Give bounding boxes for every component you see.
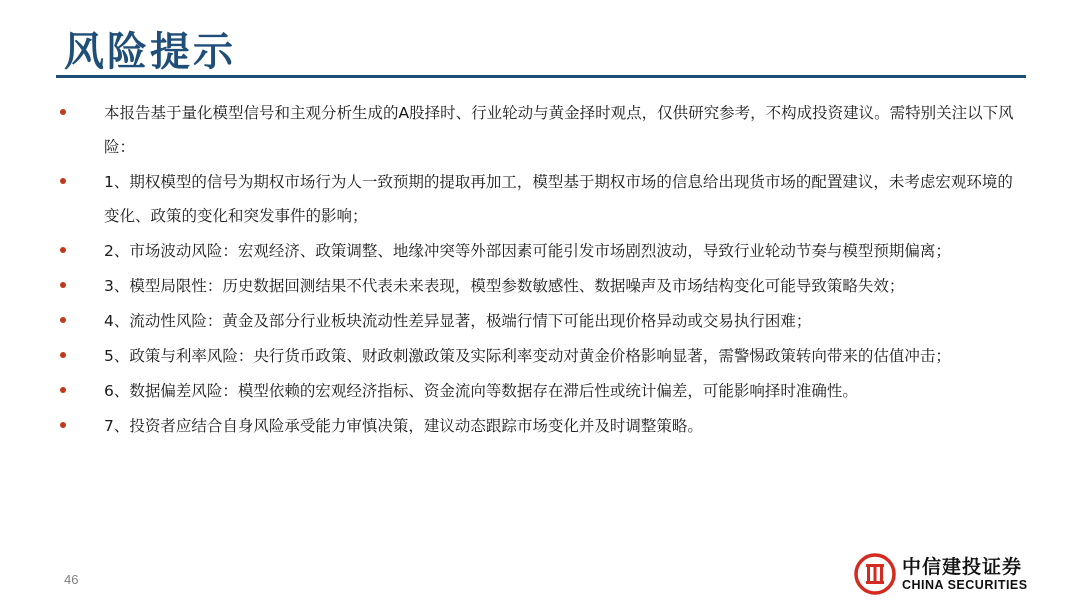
bullet-item xyxy=(60,269,1020,303)
bullet-text: 本报告基于量化模型信号和主观分析生成的A股择时、行业轮动与黄金择时观点，仅供研究参考，不构成投资建议。需特别关注以下风险： xyxy=(104,104,1014,156)
china-securities-logo-icon xyxy=(854,553,896,595)
bullet-item xyxy=(60,165,1020,233)
bullet-text: 5、政策与利率风险：央行货币政策、财政刺激政策及实际利率变动对黄金价格影响显著，需警惕政策转向带来的估值冲击； xyxy=(104,347,951,365)
bullet-item xyxy=(60,409,1020,443)
page-title: 风险提示 xyxy=(64,29,236,75)
bullet-item xyxy=(60,96,1020,164)
bullet-item xyxy=(60,234,1020,268)
title-divider xyxy=(56,75,1026,78)
bullet-dot-icon xyxy=(60,178,66,184)
bullet-dot-icon xyxy=(60,282,66,288)
bullet-text: 4、流动性风险：黄金及部分行业板块流动性差异显著，极端行情下可能出现价格异动或交易执行困难； xyxy=(104,312,812,330)
page-number: 46 xyxy=(64,572,79,587)
bullet-item xyxy=(60,304,1020,338)
bullet-dot-icon xyxy=(60,387,66,393)
bullet-text: 7、投资者应结合自身风险承受能力审慎决策，建议动态跟踪市场变化并及时调整策略。 xyxy=(104,417,703,435)
bullet-text: 1、期权模型的信号为期权市场行为人一致预期的提取再加工，模型基于期权市场的信息给出现货市场的配置建议，未考虑宏观环境的变化、政策的变化和突发事件的影响； xyxy=(104,173,1013,225)
bullet-item xyxy=(60,374,1020,408)
bullet-text: 6、数据偏差风险：模型依赖的宏观经济指标、资金流向等数据存在滞后性或统计偏差，可能影响择时准确性。 xyxy=(104,382,858,400)
bullet-text: 2、市场波动风险：宏观经济、政策调整、地缘冲突等外部因素可能引发市场剧烈波动，导致行业轮动节奏与模型预期偏离； xyxy=(104,242,951,260)
logo-chinese-name: 中信建投证券 xyxy=(902,555,1023,578)
company-logo xyxy=(854,552,1028,596)
bullet-dot-icon xyxy=(60,422,66,428)
bullet-item xyxy=(60,339,1020,373)
bullet-text: 3、模型局限性：历史数据回测结果不代表未来表现，模型参数敏感性、数据噪声及市场结构变化可能导致策略失效； xyxy=(104,277,905,295)
bullet-dot-icon xyxy=(60,352,66,358)
bullet-dot-icon xyxy=(60,109,66,115)
logo-english-name: CHINA SECURITIES xyxy=(902,577,1028,592)
risk-bullet-list xyxy=(60,96,1020,444)
bullet-dot-icon xyxy=(60,247,66,253)
bullet-dot-icon xyxy=(60,317,66,323)
